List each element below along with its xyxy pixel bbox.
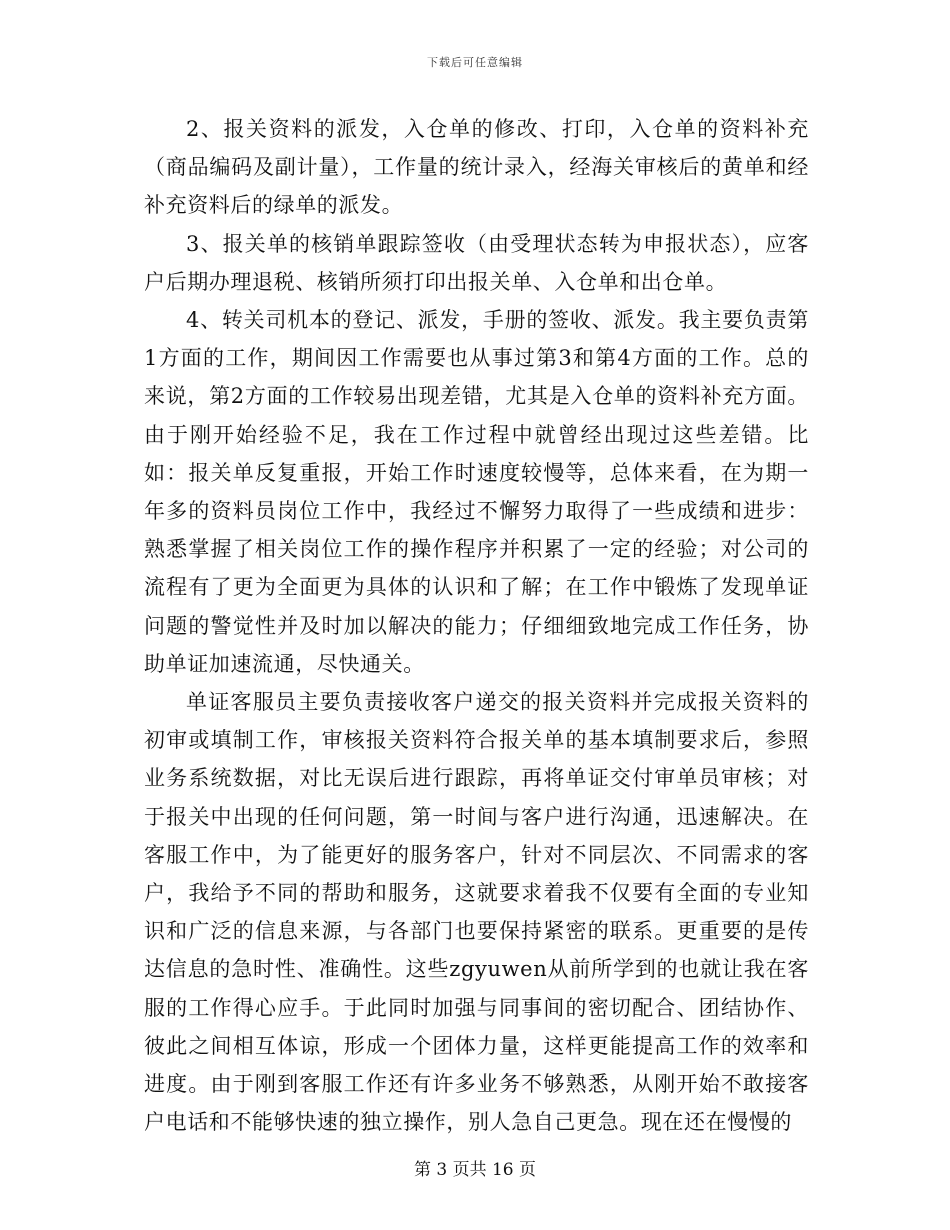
paragraph-item-2: 2、报关资料的派发，入仓单的修改、打印，入仓单的资料补充（商品编码及副计量），工作量的统计录入，经海关审核后的黄单和经补充资料后的绿单的派发。 — [144, 117, 809, 218]
paragraph-item-3: 3、报关单的核销单跟踪签收（由受理状态转为申报状态），应客户后期办理退税、核销所须打印出报关单、入仓单和出仓单。 — [144, 231, 809, 294]
page-number-footer: 第 3 页共 16 页 — [413, 1160, 537, 1180]
document-body — [144, 110, 809, 1141]
paragraph-item-4: 4、转关司机本的登记、派发，手册的签收、派发。我主要负责第1方面的工作，期间因工作需要也从事过第3和第4方面的工作。总的来说，第2方面的工作较易出现差错，尤其是入仓单的资料补充方面。由于刚开始经验不足，我在工作过程中就曾经出现过这些差错。比如：报关单反复重报，开始工作时速度较慢等，总体来看，在为期一年多的资料员岗位工作中，我经过不懈努力取得了一些成绩和进步：熟悉掌握了相关岗位工作的操作程序并积累了一定的经验；对公司的流程有了更为全面更为具体的认识和了解；在工作中锻炼了发现单证问题的警觉性并及时加以解决的能力；仔细细致地完成工作任务，协助单证加速流通，尽快通关。 — [144, 308, 809, 676]
page-header-note: 下载后可任意编辑 — [427, 56, 523, 69]
paragraph-customer-service: 单证客服员主要负责接收客户递交的报关资料并完成报关资料的初审或填制工作，审核报关资料符合报关单的基本填制要求后，参照业务系统数据，对比无误后进行跟踪，再将单证交付审单员审核；对于报关中出现的任何问题，第一时间与客户进行沟通，迅速解决。在客服工作中，为了能更好的服务客户，针对不同层次、不同需求的客户，我给予不同的帮助和服务，这就要求着我不仅要有全面的专业知识和广泛的信息来源，与各部门也要保持紧密的联系。更重要的是传达信息的急时性、准确性。这些zgyuwen从前所学到的也就让我在客服的工作得心应手。于此同时加强与同事间的密切配合、团结协作、彼此之间相互体谅，形成一个团体力量，这样更能提高工作的效率和进度。由于刚到客服工作还有许多业务不够熟悉，从刚开始不敢接客户电话和不能够快速的独立操作，别人急自己更急。现在还在慢慢的 — [144, 690, 809, 1135]
